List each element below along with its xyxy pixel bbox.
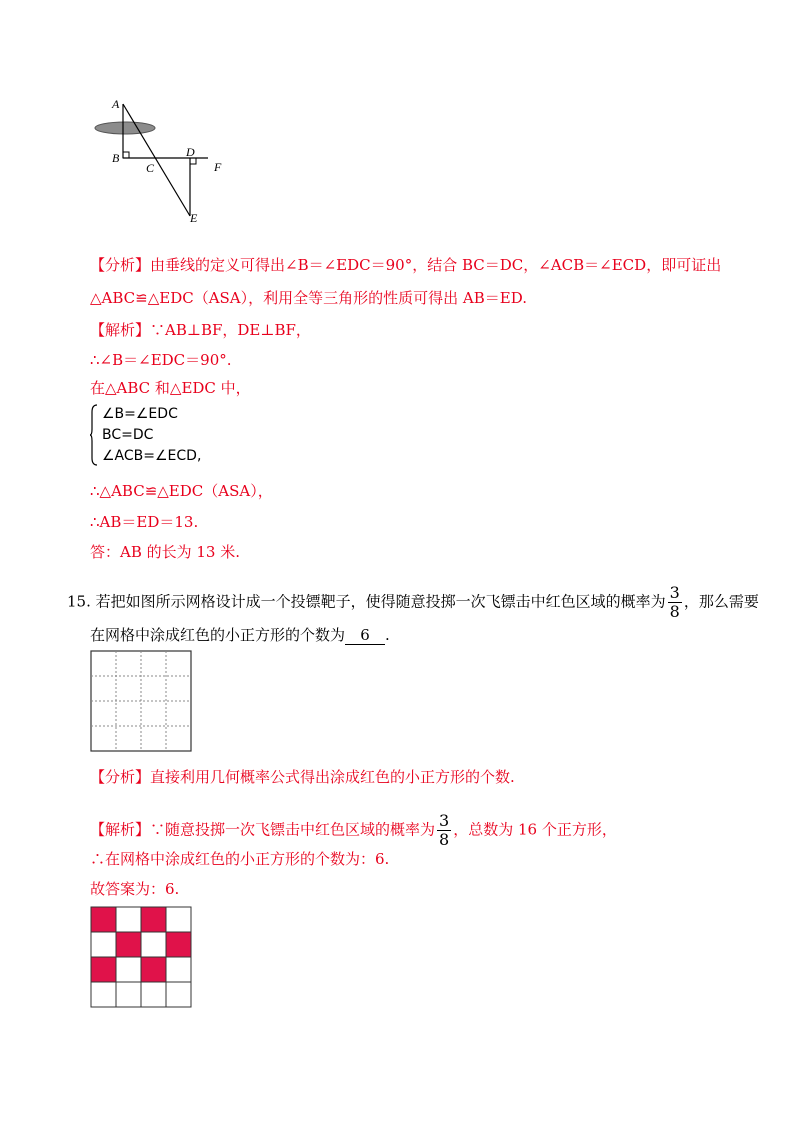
p15-solution-line3: 故答案为：6. <box>90 880 180 898</box>
grid-cell-red <box>91 957 116 982</box>
p15-solution-line1 <box>90 812 617 849</box>
p15-analysis-tag: 【分析】 <box>90 768 151 786</box>
p15-stem-line2 <box>90 625 390 645</box>
brace-icon <box>90 404 98 466</box>
label-e: E <box>190 211 198 225</box>
grid-cell-white <box>91 982 116 1007</box>
pond-ellipse <box>95 122 155 134</box>
p14-solution-tag: 【解析】 <box>90 321 151 339</box>
colored-grid <box>90 906 192 1008</box>
segment-ae <box>123 104 190 216</box>
p14-analysis-line2: △ABC≌△EDC（ASA），利用全等三角形的性质可得出 AB＝ED. <box>90 289 527 307</box>
p15-analysis-line <box>90 767 515 787</box>
system-row-2: BC=DC <box>102 427 154 443</box>
label-a: A <box>112 97 120 111</box>
p14-analysis-tag: 【分析】 <box>90 256 151 274</box>
p15-stem-line1 <box>67 584 759 621</box>
system-row-1: ∠B=∠EDC <box>102 406 178 422</box>
p14-analysis-line1 <box>90 255 721 275</box>
p14-solution-line6: 答：AB 的长为 13 米. <box>90 543 241 561</box>
grid-cell-red <box>141 957 166 982</box>
label-b: B <box>112 151 120 165</box>
empty-grid <box>90 650 192 752</box>
answer-blank: 6 <box>345 626 385 645</box>
p14-analysis-text1: 由垂线的定义可得出∠B＝∠EDC＝90°，结合 BC＝DC，∠ACB＝∠ECD，即可证出 <box>150 256 722 274</box>
grid-cell-red <box>166 932 191 957</box>
fraction-denominator: 8 <box>669 602 680 621</box>
solution-fraction-numerator: 3 <box>439 811 450 830</box>
p15-stem-prefix: 在网格中涂成红色的小正方形的个数为 <box>90 626 346 644</box>
p14-solution-line1 <box>90 320 311 340</box>
grid-cell-white <box>166 907 191 932</box>
system-row-3: ∠ACB=∠ECD, <box>102 448 202 464</box>
grid-cell-red <box>116 932 141 957</box>
grid-cell-white <box>166 982 191 1007</box>
fraction-numerator: 3 <box>669 583 680 602</box>
grid-cell-white <box>141 982 166 1007</box>
p14-solution-line4: ∴△ABC≌△EDC（ASA）， <box>90 482 273 500</box>
right-angle-b <box>123 152 129 158</box>
p15-stem-part1: 若把如图所示网格设计成一个投镖靶子，使得随意投掷一次飞镖击中红色区域的概率为 <box>95 592 666 611</box>
p15-number: 15. <box>67 592 91 611</box>
grid-cell-white <box>116 907 141 932</box>
p15-solution-part1: ∵随意投掷一次飞镖击中红色区域的概率为 <box>150 820 436 839</box>
geometry-figure <box>90 92 250 227</box>
p15-solution-line2: ∴在网格中涂成红色的小正方形的个数为：6. <box>90 850 390 868</box>
p15-solution-part2: ，总数为 16 个正方形， <box>453 820 617 839</box>
grid-cell-white <box>91 932 116 957</box>
p14-solution-text1: ∵AB⊥BF，DE⊥BF， <box>150 321 311 339</box>
label-d: D <box>186 145 195 159</box>
label-f: F <box>214 160 222 174</box>
p15-solution-fraction <box>437 812 451 849</box>
grid-cell-white <box>116 957 141 982</box>
p14-solution-line2: ∴∠B＝∠EDC＝90°. <box>90 351 232 369</box>
solution-fraction-denominator: 8 <box>439 830 450 849</box>
grid-cell-white <box>116 982 141 1007</box>
label-c: C <box>146 161 155 175</box>
p15-analysis-text: 直接利用几何概率公式得出涂成红色的小正方形的个数. <box>150 768 515 786</box>
p15-stem-part2: ，那么需要 <box>683 592 759 611</box>
p15-stem-suffix: . <box>385 626 390 644</box>
grid-cell-white <box>141 932 166 957</box>
grid-cell-white <box>166 957 191 982</box>
grid-cell-red <box>91 907 116 932</box>
grid-cell-red <box>141 907 166 932</box>
p15-fraction <box>668 584 682 621</box>
p15-solution-tag: 【解析】 <box>90 820 151 839</box>
p14-solution-line3: 在△ABC 和△EDC 中， <box>90 379 251 397</box>
p14-solution-line5: ∴AB＝ED＝13. <box>90 513 199 531</box>
